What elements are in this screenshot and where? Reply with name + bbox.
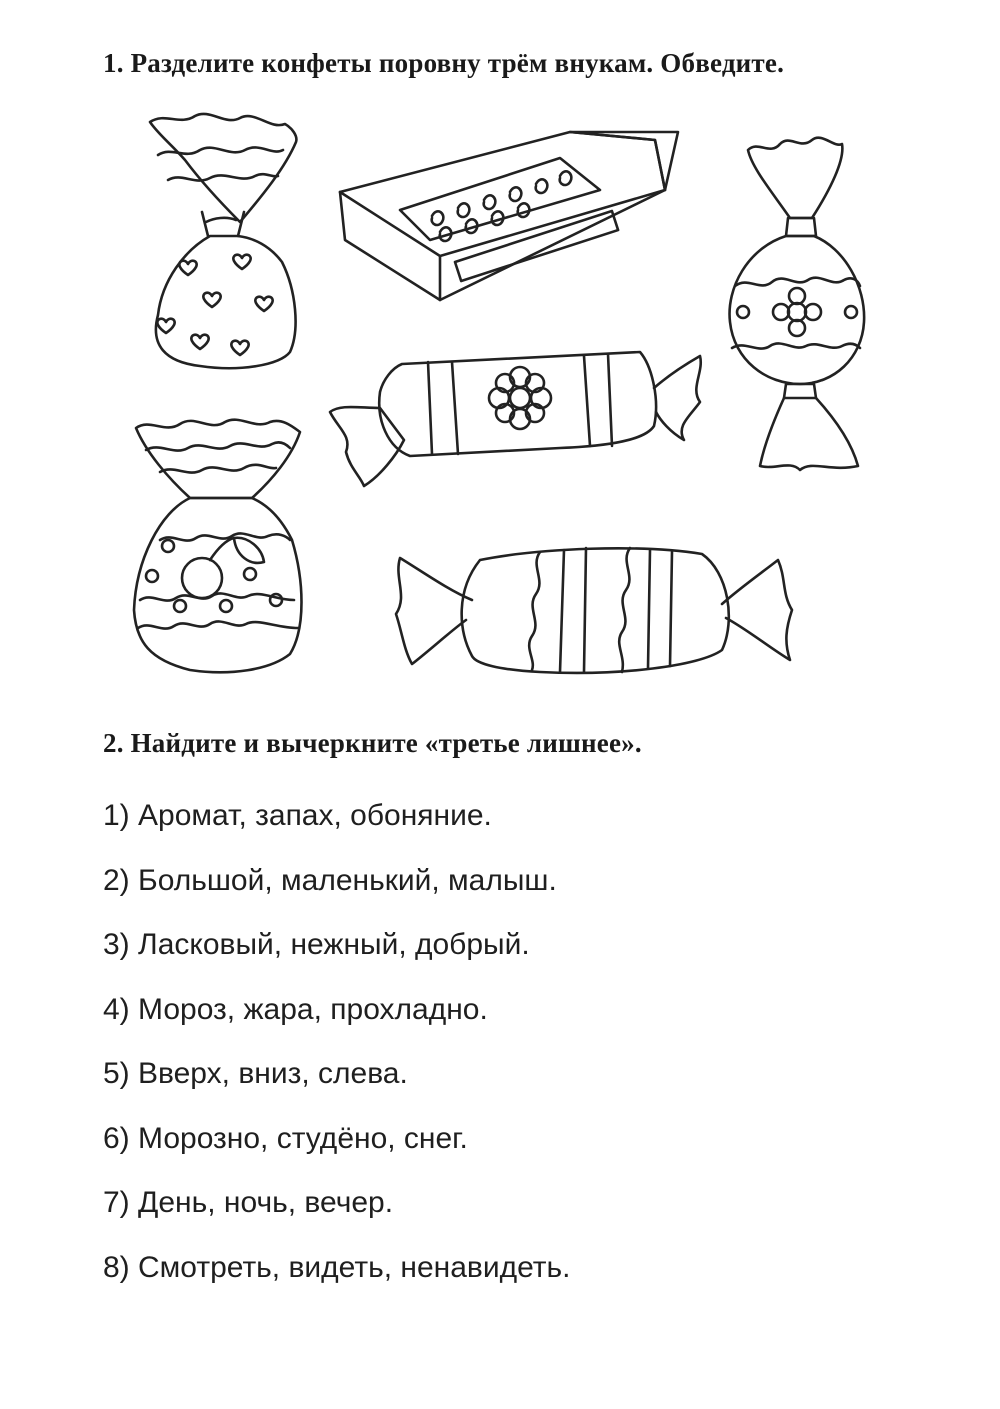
task2-title: 2. Найдите и вычеркните «третье лишнее».	[103, 728, 642, 758]
heart-wrapped-candy-icon[interactable]	[150, 114, 296, 368]
chocolate-bar-box-icon[interactable]	[340, 132, 678, 300]
list-item[interactable]: 3) Ласковый, нежный, добрый.	[103, 928, 530, 961]
odd-one-out-list	[103, 792, 571, 1308]
list-item[interactable]: 2) Большой, маленький, малыш.	[103, 863, 557, 897]
task1-title: 1. Разделите конфеты поровну трём внукам. Обведите.	[103, 48, 785, 78]
list-item[interactable]: 1) Аромат, запах, обоняние.	[103, 799, 492, 832]
list-item[interactable]: 7) День, ночь, вечер.	[103, 1186, 394, 1219]
list-item[interactable]: 8) Смотреть, видеть, ненавидеть.	[103, 1250, 571, 1284]
list-item[interactable]: 6) Морозно, студёно, снег.	[103, 1121, 468, 1155]
striped-roll-candy-icon[interactable]	[396, 548, 792, 673]
round-flower-candy-icon[interactable]	[730, 138, 865, 470]
cherry-bag-candy-icon[interactable]	[134, 420, 302, 673]
list-item[interactable]: 5) Вверх, вниз, слева.	[103, 1057, 408, 1090]
list-item[interactable]: 4) Мороз, жара, прохладно.	[103, 992, 488, 1026]
flower-bar-candy-icon[interactable]	[330, 352, 701, 486]
